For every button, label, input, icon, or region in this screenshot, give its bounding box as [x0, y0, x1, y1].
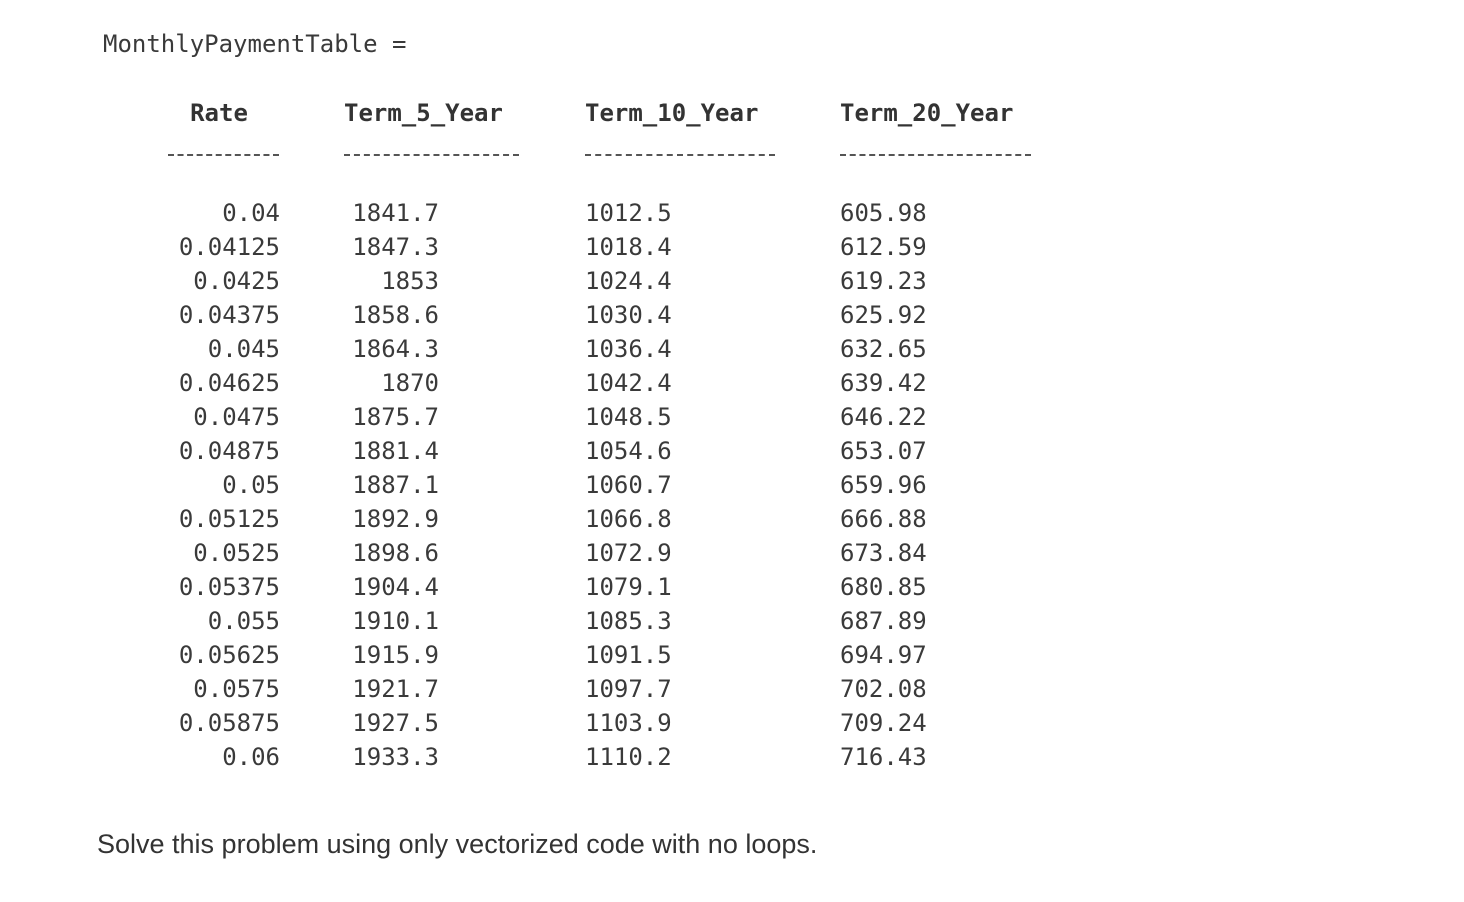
cell-rate: 0.04875	[178, 437, 280, 465]
cell-term-20-year: 709.24	[840, 709, 927, 737]
cell-term-5-year: 1847.3	[352, 233, 439, 261]
cell-term-5-year: 1870	[381, 369, 439, 397]
cell-rate: 0.05125	[178, 505, 280, 533]
cell-term-5-year: 1927.5	[352, 709, 439, 737]
cell-rate: 0.04375	[178, 301, 280, 329]
cell-term-5-year: 1853	[381, 267, 439, 295]
cell-rate: 0.06	[222, 743, 280, 771]
cell-term-10-year: 1042.4	[585, 369, 672, 397]
cell-term-20-year: 612.59	[840, 233, 927, 261]
cell-rate: 0.05375	[178, 573, 280, 601]
header-underline-rate	[168, 154, 279, 156]
cell-rate: 0.0425	[193, 267, 280, 295]
cell-term-10-year: 1018.4	[585, 233, 672, 261]
cell-term-10-year: 1054.6	[585, 437, 672, 465]
cell-term-5-year: 1881.4	[352, 437, 439, 465]
cell-term-5-year: 1921.7	[352, 675, 439, 703]
cell-term-20-year: 680.85	[840, 573, 927, 601]
cell-rate: 0.0575	[193, 675, 280, 703]
cell-rate: 0.05875	[178, 709, 280, 737]
column-header-term-5-year: Term_5_Year	[344, 99, 503, 127]
column-header-term-10-year: Term_10_Year	[585, 99, 759, 127]
variable-label: MonthlyPaymentTable =	[103, 30, 407, 58]
cell-term-5-year: 1887.1	[352, 471, 439, 499]
cell-term-20-year: 639.42	[840, 369, 927, 397]
cell-rate: 0.05625	[178, 641, 280, 669]
cell-term-5-year: 1915.9	[352, 641, 439, 669]
cell-term-10-year: 1085.3	[585, 607, 672, 635]
cell-term-10-year: 1103.9	[585, 709, 672, 737]
cell-term-20-year: 653.07	[840, 437, 927, 465]
cell-term-10-year: 1012.5	[585, 199, 672, 227]
cell-term-20-year: 625.92	[840, 301, 927, 329]
cell-rate: 0.055	[207, 607, 280, 635]
cell-rate: 0.04625	[178, 369, 280, 397]
cell-term-10-year: 1060.7	[585, 471, 672, 499]
cell-term-20-year: 666.88	[840, 505, 927, 533]
cell-term-5-year: 1904.4	[352, 573, 439, 601]
cell-term-10-year: 1048.5	[585, 403, 672, 431]
cell-term-20-year: 673.84	[840, 539, 927, 567]
cell-term-5-year: 1858.6	[352, 301, 439, 329]
cell-rate: 0.04125	[178, 233, 280, 261]
cell-term-5-year: 1864.3	[352, 335, 439, 363]
cell-term-10-year: 1097.7	[585, 675, 672, 703]
header-underline-term-20-year	[840, 154, 1031, 156]
cell-term-20-year: 702.08	[840, 675, 927, 703]
header-underline-term-5-year	[344, 154, 519, 156]
cell-term-20-year: 605.98	[840, 199, 927, 227]
cell-term-10-year: 1066.8	[585, 505, 672, 533]
cell-term-10-year: 1030.4	[585, 301, 672, 329]
cell-term-5-year: 1875.7	[352, 403, 439, 431]
cell-term-20-year: 646.22	[840, 403, 927, 431]
cell-term-10-year: 1079.1	[585, 573, 672, 601]
cell-term-20-year: 716.43	[840, 743, 927, 771]
cell-term-20-year: 694.97	[840, 641, 927, 669]
cell-rate: 0.045	[207, 335, 280, 363]
cell-term-10-year: 1036.4	[585, 335, 672, 363]
cell-term-5-year: 1933.3	[352, 743, 439, 771]
header-underline-term-10-year	[585, 154, 775, 156]
cell-term-20-year: 687.89	[840, 607, 927, 635]
cell-rate: 0.04	[222, 199, 280, 227]
cell-term-10-year: 1072.9	[585, 539, 672, 567]
cell-term-20-year: 632.65	[840, 335, 927, 363]
footer-note: Solve this problem using only vectorized code with no loops.	[97, 829, 818, 859]
cell-term-5-year: 1841.7	[352, 199, 439, 227]
cell-rate: 0.0475	[193, 403, 280, 431]
cell-term-10-year: 1110.2	[585, 743, 672, 771]
cell-term-20-year: 619.23	[840, 267, 927, 295]
cell-term-20-year: 659.96	[840, 471, 927, 499]
cell-rate: 0.05	[222, 471, 280, 499]
cell-term-5-year: 1892.9	[352, 505, 439, 533]
column-header-term-20-year: Term_20_Year	[840, 99, 1014, 127]
cell-term-10-year: 1024.4	[585, 267, 672, 295]
cell-rate: 0.0525	[193, 539, 280, 567]
cell-term-5-year: 1910.1	[352, 607, 439, 635]
column-header-rate: Rate	[190, 99, 248, 127]
cell-term-5-year: 1898.6	[352, 539, 439, 567]
cell-term-10-year: 1091.5	[585, 641, 672, 669]
